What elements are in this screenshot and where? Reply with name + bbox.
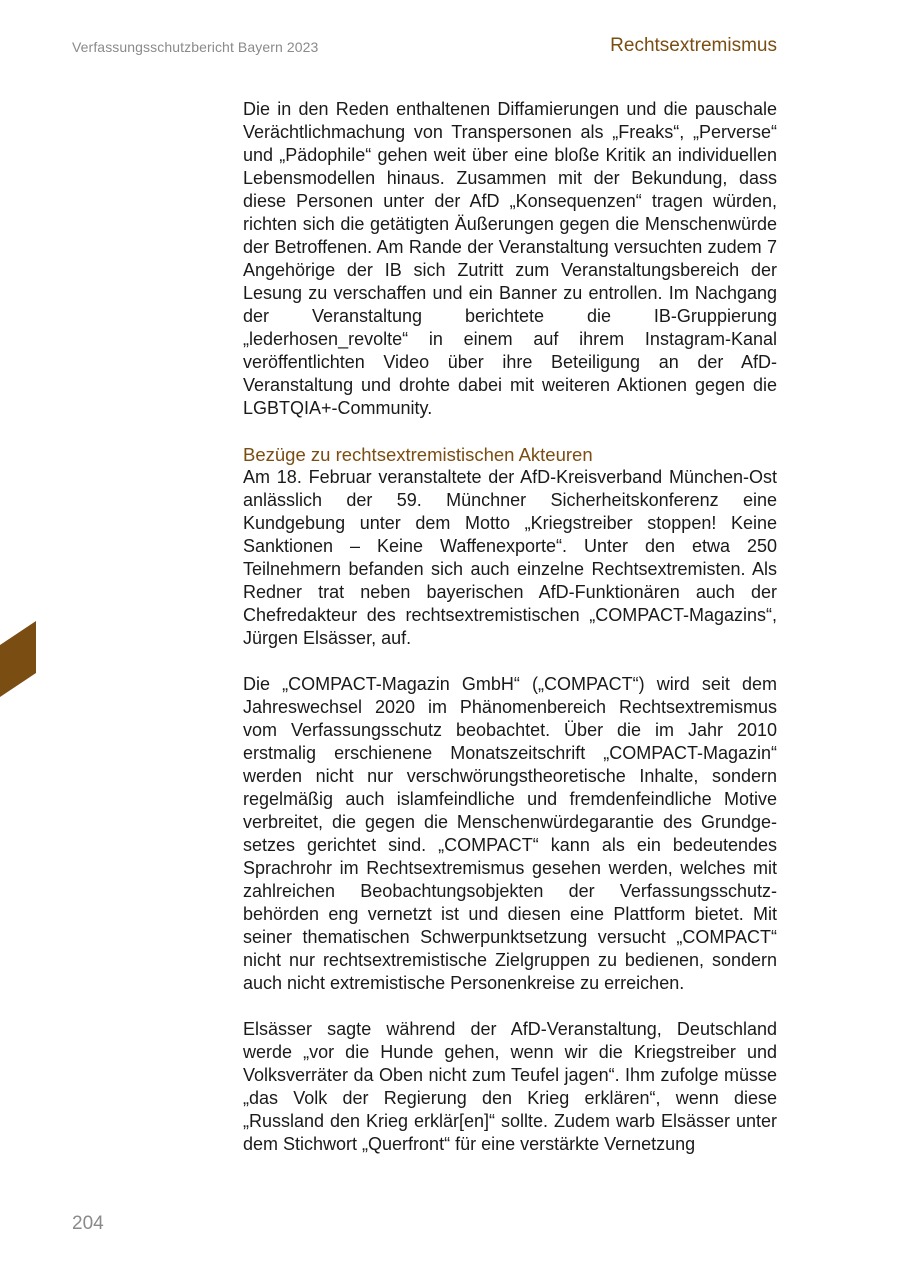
paragraph-3: Die „COMPACT-Magazin GmbH“ („COMPACT“) wird seit dem Jahreswechsel 2020 im Phänomenbereich Rechtsextremismus vom Verfassungsschutz beobachtet. Über die im Jahr 2010 erstmalig erschienene Monatszeitschrift „COMPACT-Magazin“ werden nicht nur verschwörungstheoretische Inhalte, sondern regelmäßig auch islamfeindliche und fremdenfeindliche Motive verbreitet, die gegen die Menschenwürdegarantie des Grundgesetzes gerichtet sind. „COMPACT“ kann als ein bedeutendes Sprachrohr im Rechtsextremismus gesehen werden, welches mit zahlreichen Beobachtungsobjekten der Verfassungsschutzbehörden eng vernetzt ist und diesen eine Plattform bietet. Mit seiner thematischen Schwerpunktsetzung versucht „COMPACT“ nicht nur rechtsextremistische Zielgruppen zu bedienen, sondern auch nicht extremistische Personenkreise zu erreichen.	[243, 674, 777, 993]
paragraph-2: Am 18. Februar veranstaltete der AfD-Kreisverband München-Ost anlässlich der 59. Münchner Sicherheitskonferenz eine Kundgebung unter dem Motto „Kriegstreiber stoppen! Keine Sanktionen – Keine Waffenexporte“. Unter den etwa 250 Teilnehmern befanden sich auch einzelne Rechtsextremisten. Als Redner trat neben bayerischen AfD-Funktionären auch der Chefredakteur des rechtsextremistischen „COMPACT-Magazins“, Jürgen Elsässer, auf.	[243, 467, 777, 648]
running-header-section: Rechtsextremismus	[610, 35, 777, 56]
paragraph-4: Elsässer sagte während der AfD-Veranstaltung, Deutschland werde „vor die Hunde gehen, wenn wir die Kriegstreiber und Volksverräter da Oben nicht zum Teufel jagen“. Ihm zufolge müsse „das Volk der Regierung den Krieg erklären“, wenn diese „Russland den Krieg erklär[en]“ sollte. Zudem warb Elsässer unter dem Stichwort „Querfront“ für eine verstärkte Vernetzung	[243, 1019, 777, 1154]
body-text	[243, 98, 777, 1179]
section-heading: Bezüge zu rechtsextremistischen Akteuren	[243, 444, 593, 465]
running-header-publication: Verfassungsschutzbericht Bayern 2023	[72, 39, 319, 55]
paragraph-1: Die in den Reden enthaltenen Diffamierungen und die pauschale Verächtlichmachung von Transpersonen als „Freaks“, „Perverse“ und „Pädophile“ gehen weit über eine bloße Kritik an individuellen Lebensmodellen hinaus. Zusammen mit der Bekundung, dass diese Personen unter der AfD „Konsequenzen“ tragen würden, richten sich die getätigten Äußerungen gegen die Menschenwürde der Betroffenen. Am Rande der Veranstaltung versuchten zudem 7 Angehörige der IB sich Zutritt zum Veranstaltungsbereich der Lesung zu verschaffen und ein Banner zu entrollen. Im Nachgang der Veranstaltung berichtete die IB-Gruppierung „lederhosen_revolte“ in einem auf ihrem Instagram-Kanal veröffentlichten Video über ihre Beteiligung an der AfD-Veranstaltung und drohte dabei mit weiteren Aktionen gegen die LGBTQIA+-Community.	[243, 99, 777, 418]
page-number: 204	[72, 1213, 104, 1234]
chapter-marker-tab	[0, 621, 36, 697]
